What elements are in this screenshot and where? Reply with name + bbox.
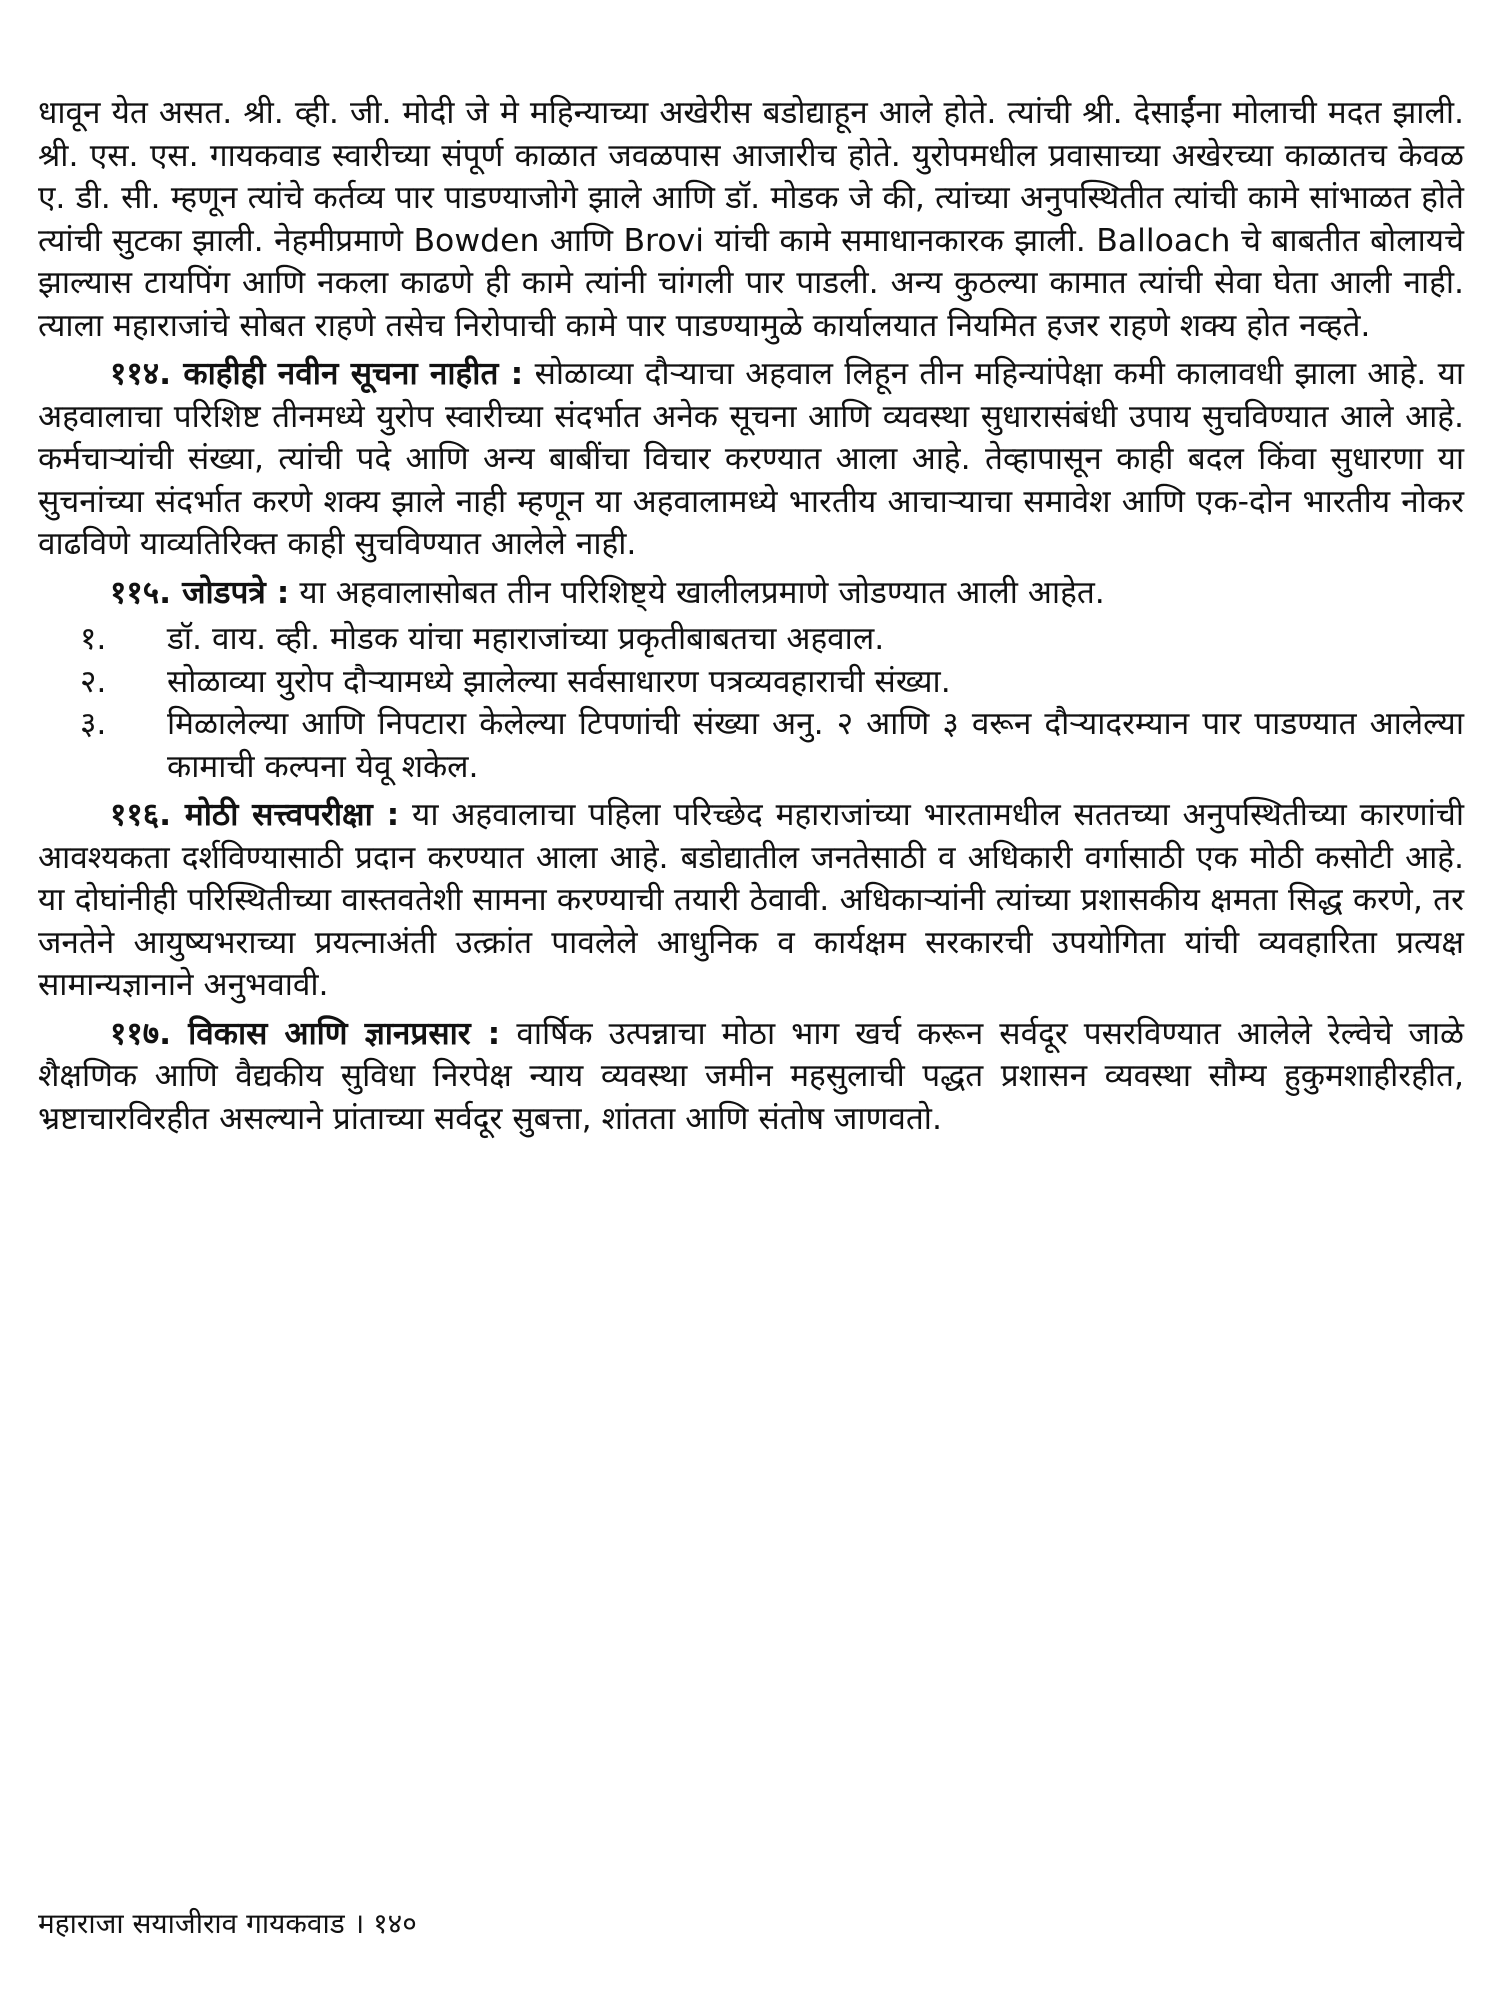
- paragraph-continuation: धावून येत असत. श्री. व्ही. जी. मोदी जे मे महिन्याच्या अखेरीस बडोद्याहून आले होते. त्यांची श्री. देसाईंना मोलाची मदत झाली. श्री. एस. एस. गायकवाड स्वारीच्या संपूर्ण काळात जवळपास आजारीच होते. युरोपमधील प्रवासाच्या अखेरच्या काळातच केवळ ए. डी. सी. म्हणून त्यांचे कर्तव्य पार पाडण्याजोगे झाले आणि डॉ. मोडक जे की, त्यांच्या अनुपस्थितीत त्यांची कामे सांभाळत होते त्यांची सुटका झाली. नेहमीप्रमाणे Bowden आणि Brovi यांची कामे समाधानकारक झाली. Balloach चे बाबतीत बोलायचे झाल्यास टायपिंग आणि नकला काढणे ही कामे त्यांनी चांगली पार पाडली. अन्य कुठल्या कामात त्यांची सेवा घेता आली नाही. त्याला महाराजांचे सोबत राहणे तसेच निरोपाची कामे पार पाडण्यामुळे कार्यालयात नियमित हजर राहणे शक्य होत नव्हते.: [38, 95, 1464, 344]
- list-item-number: २.: [80, 663, 107, 700]
- section-heading-115: ११५. जोडपत्रे :: [110, 574, 290, 611]
- section-heading-117: ११७. विकास आणि ज्ञानप्रसार :: [110, 1015, 501, 1052]
- list-item-text: मिळालेल्या आणि निपटारा केलेल्या टिपणांची संख्या अनु. २ आणि ३ वरून दौऱ्यादरम्यान पार पाडण्यात आलेल्या कामाची कल्पना येवू शकेल.: [167, 706, 1464, 785]
- list-item: [38, 703, 1464, 788]
- paragraph-116: [38, 794, 1464, 1007]
- paragraph-115: [38, 572, 1464, 615]
- list-item-number: ३.: [80, 706, 107, 742]
- page-footer: महाराजा सयाजीराव गायकवाड । १४०: [38, 1907, 417, 1940]
- page-body: [38, 92, 1464, 1140]
- section-heading-116: ११६. मोठी सत्त्वपरीक्षा :: [110, 797, 400, 833]
- section-body-114: सोळाव्या दौऱ्याचा अहवाल लिहून तीन महिन्यांपेक्षा कमी कालावधी झाला आहे. या अहवालाचा परिशिष्ट तीनमध्ये युरोप स्वारीच्या संदर्भात अनेक सूचना आणि व्यवस्था सुधारासंबंधी उपाय सुचविण्यात आले आहे. कर्मचाऱ्यांची संख्या, त्यांची पदे आणि अन्य बाबींचा विचार करण्यात आला आहे. तेव्हापासून काही बदल किंवा सुधारणा या सुचनांच्या संदर्भात करणे शक्य झाले नाही म्हणून या अहवालामध्ये भारतीय आचाऱ्याचा समावेश आणि एक-दोन भारतीय नोकर वाढविणे याव्यतिरिक्त काही सुचविण्यात आलेले नाही.: [38, 356, 1464, 562]
- section-body-116: या अहवालाचा पहिला परिच्छेद महाराजांच्या भारतामधील सततच्या अनुपस्थितीच्या कारणांची आवश्यकता दर्शविण्यासाठी प्रदान करण्यात आला आहे. बडोद्यातील जनतेसाठी व अधिकारी वर्गासाठी एक मोठी कसोटी आहे. या दोघांनीही परिस्थितीच्या वास्तवतेशी सामना करण्याची तयारी ठेवावी. अधिकाऱ्यांनी त्यांच्या प्रशासकीय क्षमता सिद्ध करणे, तर जनतेने आयुष्यभराच्या प्रयत्नाअंती उत्क्रांत पावलेले आधुनिक व कार्यक्षम सरकारची उपयोगिता यांची व्यवहारिता प्रत्यक्ष सामान्यज्ञानाने अनुभवावी.: [38, 797, 1464, 1003]
- appendix-list: [38, 618, 1464, 788]
- list-item: [38, 661, 1464, 704]
- list-item: [38, 618, 1464, 661]
- list-item-number: १.: [80, 621, 107, 657]
- section-body-117: वार्षिक उत्पन्नाचा मोठा भाग खर्च करून सर्वदूर पसरविण्यात आलेले रेल्वेचे जाळे शैक्षणिक आणि वैद्यकीय सुविधा निरपेक्ष न्याय व्यवस्था जमीन महसुलाची पद्धत प्रशासन व्यवस्था सौम्य हुकुमशाहीरहीत, भ्रष्टाचारविरहीत असल्याने प्रांताच्या सर्वदूर सुबत्ता, शांतता आणि संतोष जाणवतो.: [38, 1015, 1464, 1137]
- paragraph-114: [38, 353, 1464, 566]
- section-heading-114: ११४. काहीही नवीन सूचना नाहीत :: [110, 356, 524, 392]
- section-body-115: या अहवालासोबत तीन परिशिष्ट्ये खालीलप्रमाणे जोडण्यात आली आहेत.: [289, 574, 1105, 611]
- paragraph-117: [38, 1013, 1464, 1141]
- list-item-text: डॉ. वाय. व्ही. मोडक यांचा महाराजांच्या प्रकृतीबाबतचा अहवाल.: [167, 621, 885, 657]
- list-item-text: सोळाव्या युरोप दौऱ्यामध्ये झालेल्या सर्वसाधारण पत्रव्यवहाराची संख्या.: [167, 663, 951, 700]
